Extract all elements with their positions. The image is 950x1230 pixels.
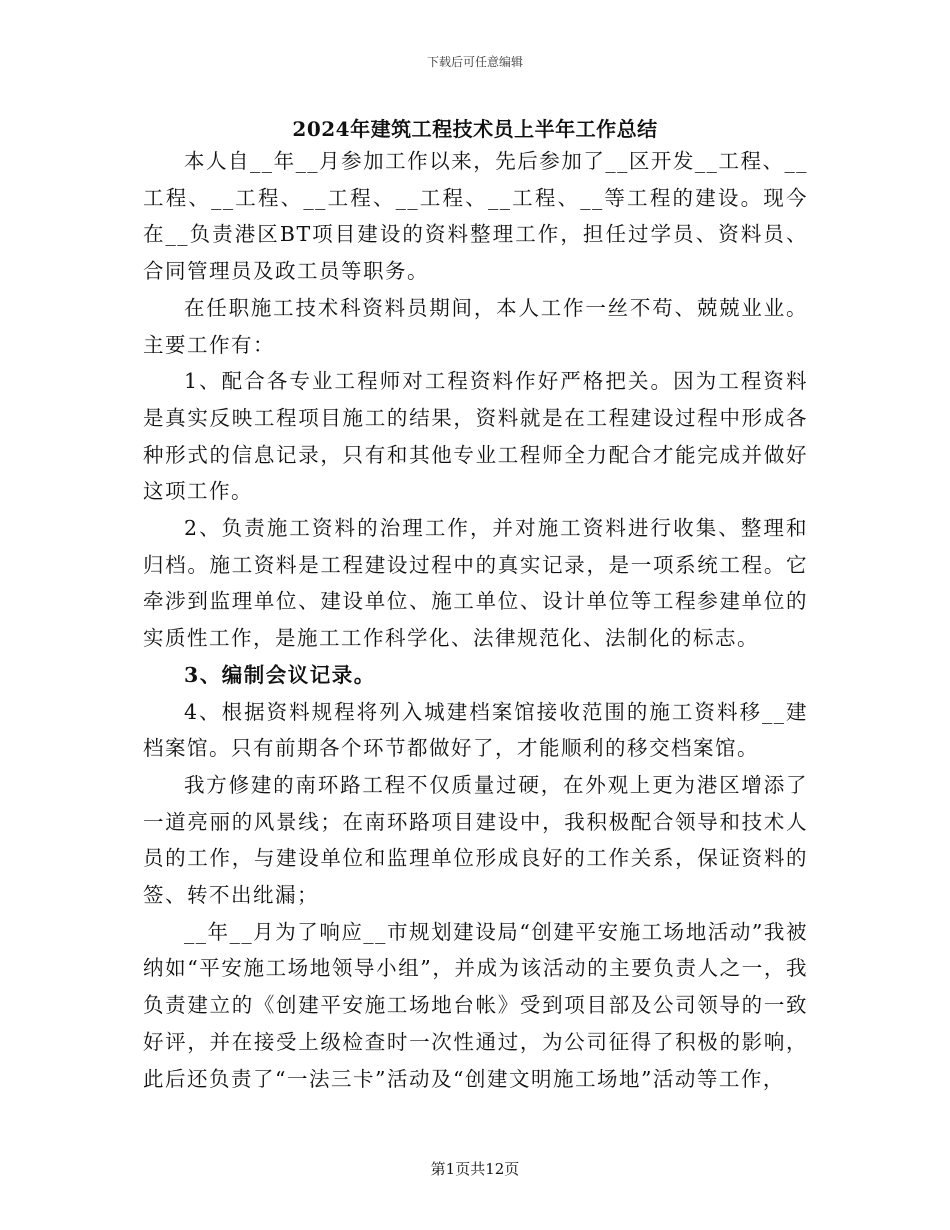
paragraph: 2、负责施工资料的治理工作，并对施工资料进行收集、整理和归档。施工资料是工程建设过程中的真实记录，是一项系统工程。它牵涉到监理单位、建设单位、施工单位、设计单位等工程参建单位的实质性工作，是施工工作科学化、法律规范化、法制化的标志。	[143, 516, 808, 651]
paragraph: 本人自__年__月参加工作以来，先后参加了__区开发__工程、__工程、__工程、__工程、__工程、__工程、__等工程的建设。现今在__负责港区BT项目建设的资料整理工作，担任过学员、资料员、合同管理员及政工员等职务。	[143, 149, 808, 284]
paragraph: 在任职施工技术科资料员期间，本人工作一丝不苟、兢兢业业。主要工作有：	[143, 295, 808, 357]
document-title: 2024年建筑工程技术员上半年工作总结	[292, 117, 658, 141]
paragraph: __年__月为了响应__市规划建设局“创建平安施工场地活动”我被纳如“平安施工场地领导小组”，并成为该活动的主要负责人之一，我负责建立的《创建平安施工场地台帐》受到项目部及公司领导的一致好评，并在接受上级检查时一次性通过，为公司征得了积极的影响，此后还负责了“一法三卡”活动及“创建文明施工场地”活动等工作，	[143, 919, 808, 1091]
paragraph: 1、配合各专业工程师对工程资料作好严格把关。因为工程资料是真实反映工程项目施工的结果，资料就是在工程建设过程中形成各种形式的信息记录，只有和其他专业工程师全力配合才能完成并做好这项工作。	[143, 369, 808, 504]
header-note: 下载后可任意编辑	[426, 55, 523, 69]
paragraph: 4、根据资料规程将列入城建档案馆接收范围的施工资料移__建档案馆。只有前期各个环节都做好了，才能顺利的移交档案馆。	[143, 699, 808, 761]
page-number: 第1页共12页	[430, 1160, 520, 1178]
paragraph: 我方修建的南环路工程不仅质量过硬，在外观上更为港区增添了一道亮丽的风景线；在南环路项目建设中，我积极配合领导和技术人员的工作，与建设单位和监理单位形成良好的工作关系，保证资料的签、转不出纰漏；	[143, 772, 808, 908]
paragraph-bold: 3、编制会议记录。	[184, 662, 376, 687]
document-body	[143, 143, 808, 1097]
